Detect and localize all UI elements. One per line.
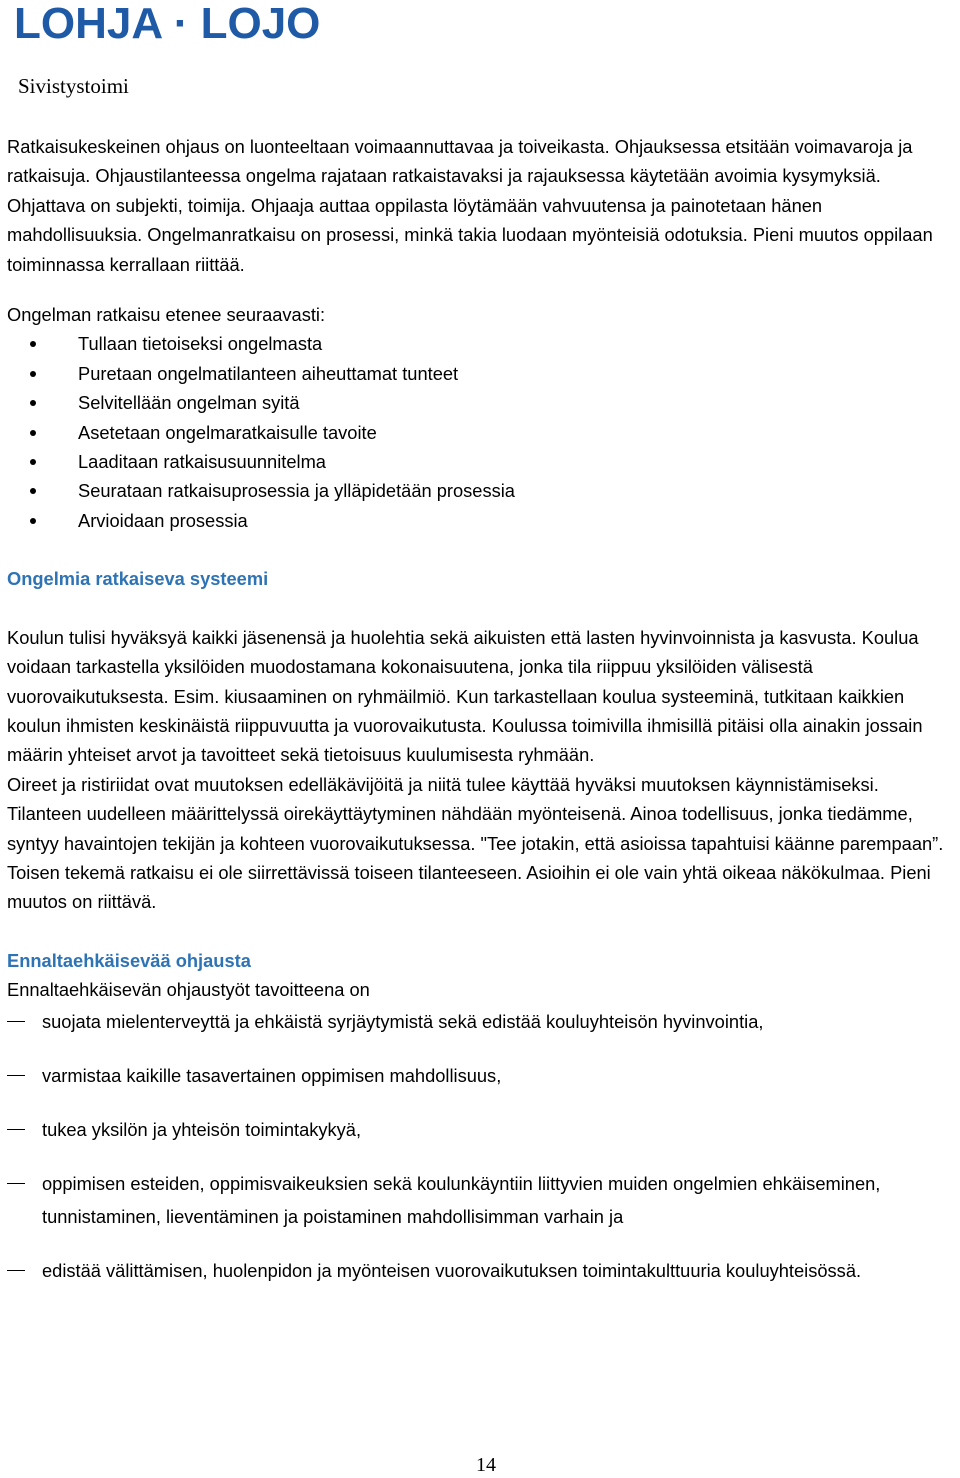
preventive-goals-list [7,1005,957,1288]
list-item: Selvitellään ongelman syitä [7,388,957,417]
department-name: Sivistystoimi [18,74,129,98]
list-item: suojata mielenterveyttä ja ehkäistä syrjäytymistä sekä edistää kouluyhteisön hyvinvointia, [7,1005,957,1039]
bullet-icon [30,488,36,494]
list-item: Puretaan ongelmatilanteen aiheuttamat tunteet [7,359,957,388]
page-number: 14 [476,1454,496,1476]
dash-icon [7,1270,25,1271]
bullet-icon [30,430,36,436]
lohja-lojo-logo: LOHJA · LOJO [14,0,321,48]
bullet-icon [30,371,36,377]
preventive-intro: Ennaltaehkäisevän ohjaustyöt tavoitteena on [7,979,370,1001]
list-item: oppimisen esteiden, oppimisvaikeuksien sekä koulunkäyntiin liittyvien muiden ongelmien ehkäiseminen, tunnistaminen, lieventäminen ja poistaminen mahdollisimman varhain ja [7,1167,957,1234]
list-item: Laaditaan ratkaisusuunnitelma [7,447,957,476]
list-item: edistää välittämisen, huolenpidon ja myönteisen vuorovaikutuksen toimintakulttuuria kouluyhteisössä. [7,1254,957,1288]
section-heading-problem-solving-system: Ongelmia ratkaiseva systeemi [7,568,269,590]
bullet-icon [30,459,36,465]
steps-intro: Ongelman ratkaisu etenee seuraavasti: [7,304,326,326]
bullet-icon [30,400,36,406]
dash-icon [7,1183,25,1184]
dash-icon [7,1129,25,1130]
system-paragraph-2: Oireet ja ristiriidat ovat muutoksen edelläkävijöitä ja niitä tulee käyttää hyväksi muutoksen käynnistämiseksi. Tilanteen uudelleen määrittelyssä oirekäyttäytyminen nähdään myönteisenä. Ainoa todellisuus, jonka tiedämme, syntyy havaintojen tekijän ja kohteen vuorovaikutuksessa. "Tee jotakin, että asioissa tapahtuisi käänne parempaan”. Toisen tekemä ratkaisu ei ole siirrettävissä toiseen tilanteeseen. Asioihin ei ole vain yhtä oikeaa näkökulmaa. Pieni muutos on riittävä. [7,773,944,913]
list-item: Asetetaan ongelmaratkaisulle tavoite [7,418,957,447]
bullet-icon [30,518,36,524]
list-item: Tullaan tietoiseksi ongelmasta [7,329,957,358]
list-item: Seurataan ratkaisuprosessia ja ylläpidetään prosessia [7,476,957,505]
list-item: Arvioidaan prosessia [7,506,957,535]
dash-icon [7,1021,25,1022]
document-body [7,132,957,1308]
steps-list [7,329,957,535]
dash-icon [7,1075,25,1076]
list-item: tukea yksilön ja yhteisön toimintakykyä, [7,1113,957,1147]
bullet-icon [30,341,36,347]
section-heading-preventive-guidance: Ennaltaehkäisevää ohjausta [7,949,251,971]
intro-paragraph: Ratkaisukeskeinen ohjaus on luonteeltaan voimaannuttavaa ja toiveikasta. Ohjauksessa etsitään voimavaroja ja ratkaisuja. Ohjaustilanteessa ongelma rajataan ratkaistavaksi ja rajauksessa käytetään avoimia kysymyksiä. Ohjattava on subjekti, toimija. Ohjaaja auttaa oppilasta löytämään vahvuutensa ja painotetaan hänen mahdollisuuksia. Ongelmanratkaisu on prosessi, minkä takia luodaan myönteisiä odotuksia. Pieni muutos oppilaan toiminnassa kerrallaan riittää. [7,136,933,275]
system-paragraph-1: Koulun tulisi hyväksyä kaikki jäsenensä ja huolehtia sekä aikuisten että lasten hyvinvoinnista ja kasvusta. Koulua voidaan tarkastella yksilöiden muodostamana kokonaisuutena, jonka tila riippuu yksilöiden välisestä vuorovaikutuksesta. Esim. kiusaaminen on ryhmäilmiö. Kun tarkastellaan koulua systeeminä, tutkitaan kaikkien koulun ihmisten keskinäistä riippuvuutta ja vuorovaikutusta. Koulussa toimivilla ihmisillä pitäisi olla ainakin jossain määrin yhteiset arvot ja tavoitteet sekä tietoisuus kuulumisesta ryhmään. [7,626,923,766]
list-item: varmistaa kaikille tasavertainen oppimisen mahdollisuus, [7,1059,957,1093]
